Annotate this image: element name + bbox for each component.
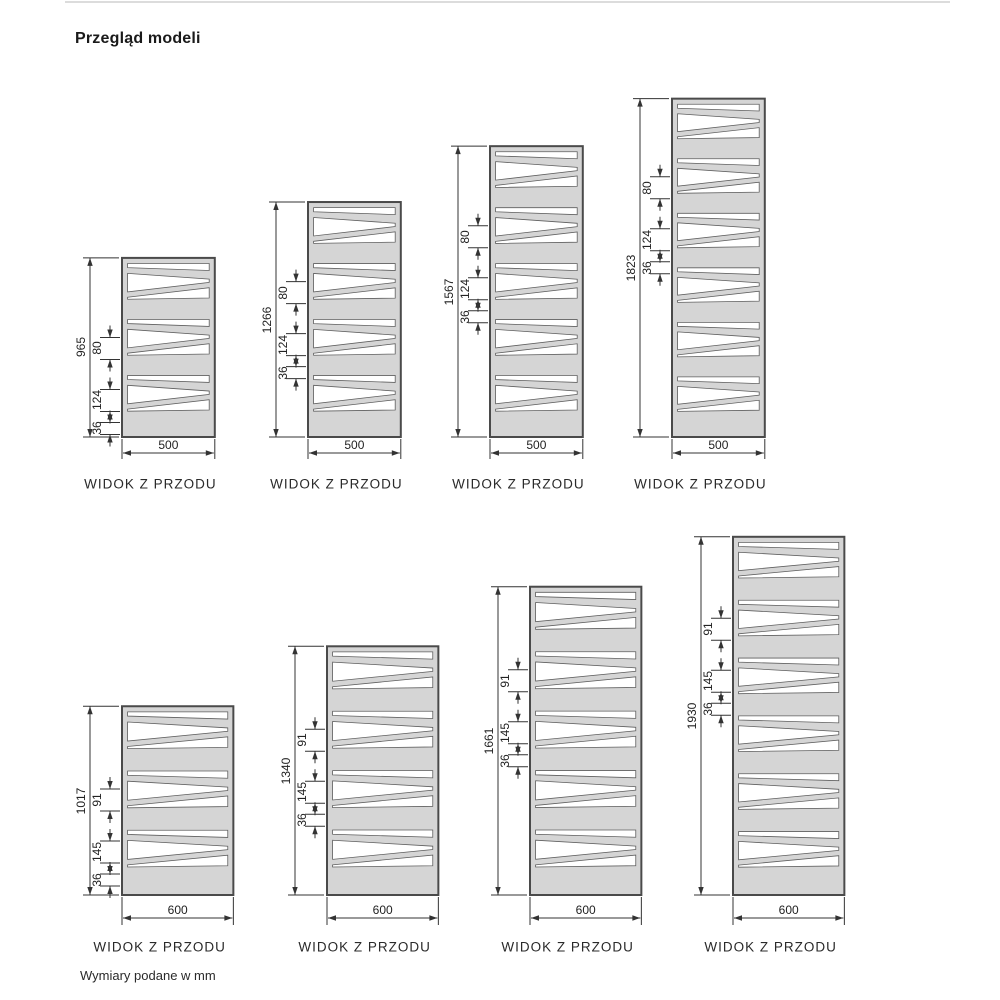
chain-dim-value: 91 [295,733,309,747]
view-label: WIDOK Z PRZODU [298,939,431,955]
view-label: WIDOK Z PRZODU [270,476,403,492]
chain-dim-value: 91 [701,622,715,636]
chain-dim-arrow [718,640,723,648]
width-dim-value: 600 [167,903,188,917]
chain-dim-value: 124 [458,278,472,299]
chain-dim-arrow [312,773,317,781]
chain-dim-arrow [312,751,317,759]
chain-dim-value: 36 [90,421,104,436]
width-dim-value: 600 [778,903,799,917]
height-dim-arrow-top [87,258,92,266]
height-dim-value: 1930 [685,702,699,730]
chain-dim-value: 80 [276,285,290,300]
chain-dim-value: 91 [90,793,104,807]
chain-dim-value: 36 [90,873,104,887]
chain-dim-arrow [515,692,520,700]
chain-dim-arrow [515,662,520,670]
height-dim-arrow-bottom [698,887,703,895]
view-label: WIDOK Z PRZODU [93,939,226,955]
chain-dim-value: 124 [90,390,104,411]
units-note: Wymiary podane w mm [80,968,216,983]
width-dim-arrow-left [309,450,317,455]
height-dim-arrow-bottom [292,887,297,895]
chain-dim-arrow [718,610,723,618]
width-dim-arrow-right [835,915,843,920]
height-dim-value: 1823 [624,254,638,282]
height-dim-arrow-top [87,706,92,714]
height-dim-arrow-bottom [87,887,92,895]
height-dim-value: 1266 [260,306,274,333]
chain-dim-arrow [107,811,112,819]
chain-dim-value: 36 [498,754,512,768]
chain-dim-arrow [293,274,298,282]
height-dim-value: 1661 [482,727,496,755]
chain-dim-arrow [312,721,317,729]
width-dim-arrow-left [123,450,131,455]
width-dim-value: 500 [158,438,179,452]
chain-dim-arrow [657,169,662,177]
chain-dim-value: 80 [458,230,472,244]
view-label: WIDOK Z PRZODU [452,476,585,492]
chain-dim-arrow [475,218,480,226]
chain-dim-value: 80 [640,181,654,195]
chain-dim-arrow [657,199,662,207]
chain-dim-arrow [293,379,298,387]
height-dim-value: 1567 [442,278,456,305]
width-dim-arrow-right [756,450,764,455]
height-dim-arrow-bottom [637,429,642,437]
height-dim-arrow-top [637,99,642,107]
chain-dim-value: 124 [276,334,290,355]
width-dim-arrow-right [206,450,214,455]
chain-dim-arrow [107,359,112,367]
chain-dim-value: 80 [90,341,104,356]
chain-dim-arrow [657,274,662,282]
width-dim-value: 500 [526,438,547,452]
width-dim-arrow-right [392,450,400,455]
chain-dim-arrow [312,826,317,834]
chain-dim-value: 36 [295,813,309,827]
width-dim-arrow-right [632,915,640,920]
height-dim-arrow-top [292,646,297,654]
height-dim-arrow-bottom [495,887,500,895]
width-dim-value: 500 [344,438,365,452]
height-dim-value: 1340 [279,757,293,784]
chain-dim-arrow [475,323,480,331]
width-dim-arrow-left [491,450,499,455]
width-dim-arrow-left [531,915,539,920]
page-title: Przegląd modeli [75,30,201,47]
chain-dim-value: 91 [498,674,512,688]
width-dim-value: 600 [372,903,393,917]
chain-dim-value: 145 [90,842,104,863]
chain-dim-arrow [515,714,520,722]
chain-dim-arrow [293,326,298,334]
chain-dim-arrow [107,381,112,389]
height-dim-value: 1017 [74,787,88,814]
chain-dim-value: 36 [701,702,715,716]
chain-dim-value: 124 [640,229,654,250]
height-dim-arrow-top [273,202,278,210]
height-dim-arrow-top [455,146,460,154]
width-dim-arrow-left [673,450,681,455]
width-dim-arrow-left [123,915,131,920]
chain-dim-arrow [718,662,723,670]
height-dim-arrow-bottom [273,429,278,437]
chain-dim-arrow [107,434,112,442]
width-dim-arrow-right [429,915,437,920]
chain-dim-value: 145 [498,722,512,743]
view-label: WIDOK Z PRZODU [704,939,837,955]
view-label: WIDOK Z PRZODU [634,476,767,492]
view-label: WIDOK Z PRZODU [84,476,217,492]
width-dim-arrow-right [224,915,232,920]
chain-dim-arrow [107,329,112,337]
chain-dim-arrow [657,221,662,229]
chain-dim-value: 145 [701,671,715,692]
height-dim-value: 965 [74,337,88,358]
chain-dim-value: 36 [276,365,290,380]
chain-dim-arrow [293,304,298,312]
chain-dim-value: 36 [458,310,472,324]
view-label: WIDOK Z PRZODU [501,939,634,955]
chain-dim-arrow [107,833,112,841]
chain-dim-value: 145 [295,782,309,803]
width-dim-arrow-left [328,915,336,920]
chain-dim-arrow [107,781,112,789]
chain-dim-value: 36 [640,261,654,275]
width-dim-arrow-right [574,450,582,455]
chain-dim-arrow [475,270,480,278]
height-dim-arrow-top [698,537,703,545]
chain-dim-arrow [718,715,723,723]
height-dim-arrow-bottom [455,429,460,437]
width-dim-arrow-left [734,915,742,920]
width-dim-value: 600 [575,903,596,917]
height-dim-arrow-top [495,587,500,595]
chain-dim-arrow [475,248,480,256]
chain-dim-arrow [107,886,112,894]
chain-dim-arrow [515,767,520,775]
width-dim-value: 500 [708,438,729,452]
